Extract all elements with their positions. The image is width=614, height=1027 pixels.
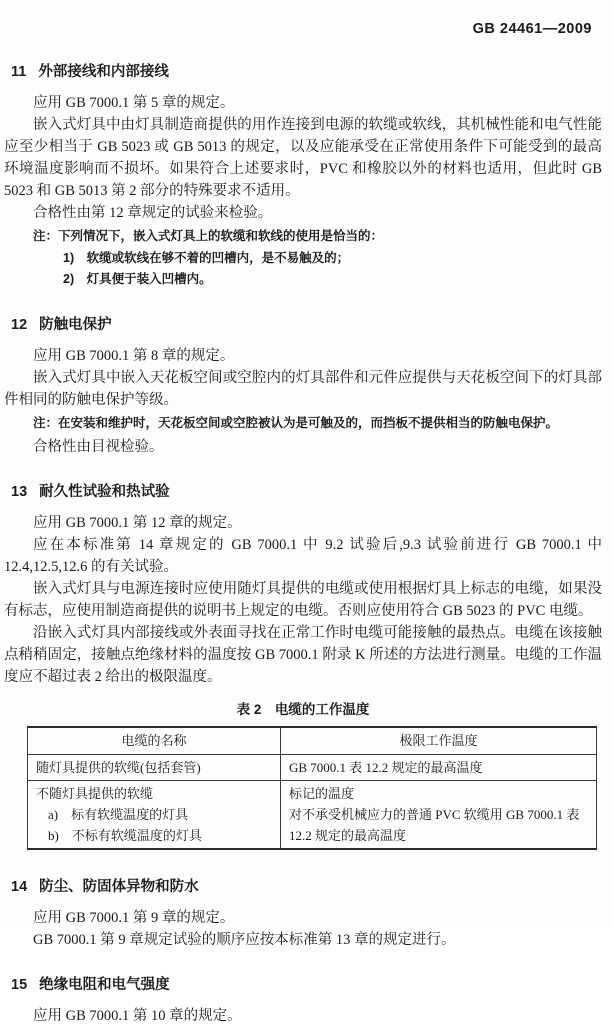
cell-line: 标记的温度	[289, 786, 355, 801]
table-header-row	[28, 727, 597, 755]
table-row	[28, 755, 597, 781]
cell-line: 对不承受机械应力的普通 PVC 软缆用 GB 7000.1 表 12.2 规定的最高温度	[289, 807, 580, 843]
clause-12-heading	[4, 314, 602, 336]
table-2-caption: 表 2 电缆的工作温度	[236, 702, 370, 717]
note-intro: 注：在安装和维护时，天花板空间或空腔被认为是可触及的，而挡板不提供相当的防触电保护。	[33, 415, 559, 430]
clause-11-note	[33, 226, 602, 291]
clause-14-heading	[4, 876, 602, 898]
clause-12-paragraph: 应用 GB 7000.1 第 8 章的规定。	[33, 347, 235, 364]
note-list-item: 1) 软缆或软线在够不着的凹槽内，是不易触及的；	[63, 250, 350, 265]
table-cell-limit-temperature: GB 7000.1 表 12.2 规定的最高温度	[281, 755, 597, 781]
table-cell-limit-temperature	[281, 781, 597, 850]
clause-14-paragraph: GB 7000.1 第 9 章规定试验的顺序应按本标准第 13 章的规定进行。	[33, 932, 456, 948]
clause-15-heading	[4, 974, 602, 996]
clause-15-paragraph: 应用 GB 7000.1 第 10 章的规定。	[33, 1008, 242, 1024]
clause-12-paragraph: 嵌入式灯具中嵌入天花板空间或空腔内的灯具部件和元件应提供与天花板空间下的灯具部件相同的防触电保护等级。	[4, 369, 602, 408]
cell-sub-item: a) 标有软缆温度的灯具	[48, 807, 189, 822]
cell-line: 不随灯具提供的软缆	[36, 786, 154, 801]
cell-sub-item: b) 不标有软缆温度的灯具	[48, 828, 202, 843]
clause-13-paragraph: 嵌入式灯具与电源连接时应使用随灯具提供的电缆或使用根据灯具上标志的电缆，如果没有标志，应使用制造商提供的说明书上规定的电缆。否则应使用符合 GB 5023 的 PVC 电缆。	[4, 581, 602, 619]
clause-15-title: 绝缘电阻和电气强度	[39, 977, 170, 993]
table-cell-cable-name: 随灯具提供的软缆(包括套管)	[28, 755, 281, 781]
clause-11-title: 外部接线和内部接线	[38, 64, 169, 80]
clause-14-title: 防尘、防固体异物和防水	[39, 879, 199, 895]
table-header-cable-name: 电缆的名称	[28, 727, 281, 755]
table-2-cable-working-temperature	[27, 726, 597, 850]
clause-11-paragraph: 嵌入式灯具中由灯具制造商提供的用作连接到电源的软缆或软线，其机械性能和电气性能应至少相当于 GB 5023 或 GB 5013 的规定，以及应能承受在正常使用条件下可能受到的最高环境温度影响而不损坏。如果符合上述要求时，PVC 和橡胶以外的材料也适用，但此时 GB 5023 和 GB 5013 第 2 部分的特殊要求不适用。	[4, 117, 602, 199]
table-row	[28, 781, 597, 850]
clause-12-number: 12	[11, 316, 28, 333]
clause-11-paragraph: 合格性由第 12 章规定的试验来检验。	[33, 205, 273, 221]
clause-11-number: 11	[11, 64, 27, 80]
clause-13-number: 13	[11, 484, 28, 500]
clause-13-title: 耐久性试验和热试验	[39, 484, 170, 500]
clause-13-heading	[4, 481, 602, 503]
table-header-limit-temperature: 极限工作温度	[281, 727, 597, 755]
clause-12-title: 防触电保护	[39, 316, 112, 333]
note-list-item: 2) 灯具便于装入凹槽内。	[63, 272, 212, 286]
clause-11-paragraph: 应用 GB 7000.1 第 5 章的规定。	[33, 95, 235, 111]
clause-12-note	[33, 413, 602, 435]
standard-number: GB 24461—2009	[472, 21, 592, 37]
clause-14-paragraph: 应用 GB 7000.1 第 9 章的规定。	[33, 910, 235, 926]
clause-11-heading	[4, 61, 602, 83]
note-intro: 注：下列情况下，嵌入式灯具上的软缆和软线的使用是恰当的：	[33, 229, 384, 243]
table-cell-cable-name	[28, 781, 281, 850]
clause-13-paragraph: 应在本标准第 14 章规定的 GB 7000.1 中 9.2 试验后,9.3 试验前进行 GB 7000.1 中 12.4,12.5,12.6 的有关试验。	[4, 537, 602, 575]
clause-13-paragraph: 应用 GB 7000.1 第 12 章的规定。	[33, 515, 242, 531]
clause-14-number: 14	[11, 879, 28, 895]
clause-15-number: 15	[11, 977, 28, 993]
clause-12-paragraph: 合格性由目视检验。	[33, 439, 164, 455]
clause-13-paragraph: 沿嵌入式灯具内部接线或外表面寻找在正常工作时电缆可能接触的最热点。电缆在该接触点稍稍固定，接触点绝缘材料的温度按 GB 7000.1 附录 K 所述的方法进行测量。电缆的工作温度应不超过表 2 给出的极限温度。	[4, 625, 602, 685]
